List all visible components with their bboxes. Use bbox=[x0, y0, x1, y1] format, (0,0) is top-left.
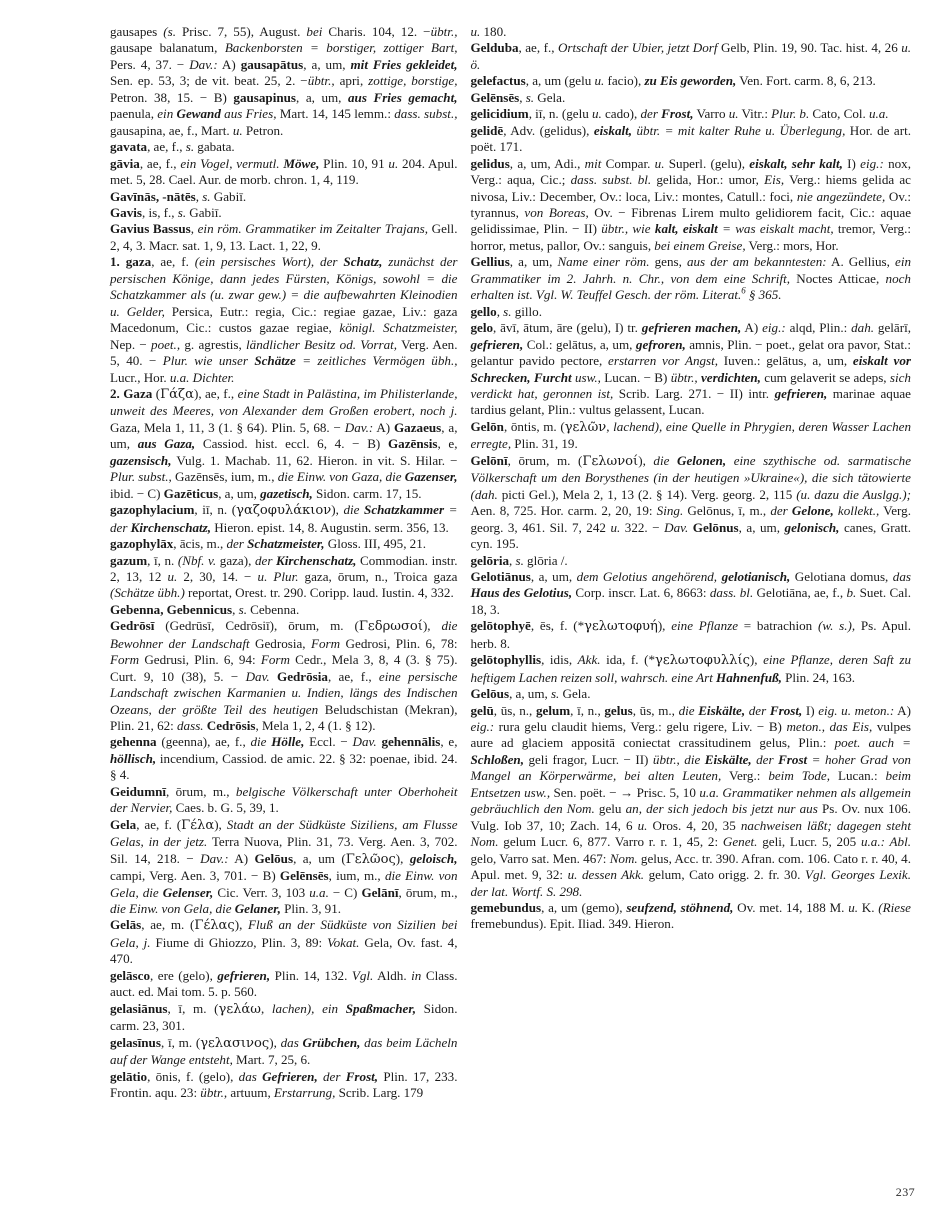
dictionary-entry: Gedrōsī (Gedrūsī, Cedrōsiī), ōrum, m. (Γεδρωσοί), die Bewohner der Landschaft Gedrosia, Form Gedrosi, Plin. 6, 78: Form Gedrusi, Plin. 6, 94: Form Cedr., Mela 3, 8, 4 (3. § 75). Curt. 9, 10 (38), 5. − Dav. Gedrōsia, ae, f., eine persische Landschaft zwischen Karmanien u. Indien, längs des Indischen Ozeans, der größte Teil des heutigen Beludschistan (Mekran), Plin. 21, 62: dass. Cedrōsis, Mela 1, 2, 4 (1. § 12). bbox=[110, 618, 458, 734]
dictionary-entry: gello, s. gillo. bbox=[470, 303, 542, 319]
dictionary-entry: Gebenna, Gebennicus, s. Cebenna. bbox=[110, 601, 300, 617]
dictionary-entry: gelidus, a, um, Adi., mit Compar. u. Superl. (gelu), eiskalt, sehr kalt, I) eig.: nox, Verg.: aqua, Cic.; dass. subst. bl. gelida, Hor.: umor, Eis, Verg.: hiems gelida ac nivosa, Liv.: December, Ov.: loca, Liv.: montes, Catull.: foci, nie angezündete, Ov.: tyrannus, von Boreas, Ov. − Fibrenas Lirem multo gelidiorem facit, Cic.: aquae gelidissimae, Plin. − II) übtr., wie kalt, eiskalt = was eiskalt macht, tremor, Verg.: horror, metus, pallor, Ov.: sanguis, bei einem Greise, Verg.: mors, Hor. bbox=[470, 155, 912, 253]
dictionary-entry: 1. gaza, ae, f. (ein persisches Wort), der Schatz, zunächst der persischen Könige, dann jedes Fürsten, Königs, sowohl = die Schatzkammer als (u. zwar gew.) = die aufbewahrten Kleinodien u. Gelder, Persica, Eutr.: regia, Cic.: regiae gazae, Liv.: gaza Macedonum, Cic.: custos gazae regiae, königl. Schatzmeister, Nep. − poet., g. agrestis, ländlicher Besitz od. Vorrat, Verg. Aen. 5, 40. − Plur. wie unser Schätze = zeitliches Vermögen übh., Lucr., Hor. u.a. Dichter. bbox=[110, 254, 458, 385]
text-column-right bbox=[468, 24, 924, 933]
dictionary-entry: gemebundus, a, um (gemo), seufzend, stöhnend, Ov. met. 14, 188 M. u. K. (Riese fremebundus). Epit. Iliad. 349. Hieron. bbox=[470, 900, 911, 932]
dictionary-entry: Geidumnī, ōrum, m., belgische Völkerschaft unter Oberhoheit der Nervier, Caes. b. G. 5, 39, 1. bbox=[110, 783, 458, 816]
dictionary-entry: gelōtophyllis, idis, Akk. ida, f. (*γελωτοφυλλίς), eine Pflanze, deren Saft zu heftigem Lachen reizen soll, wahrsch. eine Art Hahnenfuß, Plin. 24, 163. bbox=[470, 652, 911, 685]
dictionary-entry: Gelās, ae, m. (Γέλας), Fluß an der Südküste von Sizilien bei Gela, j. Fiume di Ghiozzo, Plin. 3, 89: Vokat. Gela, Ov. fast. 4, 470. bbox=[110, 917, 458, 967]
dictionary-entry: Gelduba, ae, f., Ortschaft der Ubier, jetzt Dorf Gelb, Plin. 19, 90. Tac. hist. 4, 26 u. ö. bbox=[470, 40, 912, 72]
dictionary-entry: gelātio, ōnis, f. (gelo), das Gefrieren, der Frost, Plin. 17, 233. Frontin. aqu. 23: übtr., artuum, Erstarrung, Scrib. Larg. 179 bbox=[110, 1068, 458, 1100]
dictionary-entry: Gavīnās, -nātēs, s. Gabiī. bbox=[110, 188, 247, 204]
page-folio-number: 237 bbox=[895, 1185, 915, 1199]
dictionary-entry: Gelōus, a, um, s. Gela. bbox=[470, 686, 591, 702]
text-column-left bbox=[12, 24, 468, 1101]
dictionary-entry: gehenna (geenna), ae, f., die Hölle, Eccl. − Dav. gehennālis, e, höllisch, incendium, Cassiod. de amic. 22. § 32: poenae, ibid. 24. § 4. bbox=[110, 734, 458, 783]
dictionary-entry: gavata, ae, f., s. gabata. bbox=[110, 139, 235, 155]
dictionary-entry: Gavius Bassus, ein röm. Grammatiker im Zeitalter Trajans, Gell. 2, 4, 3. Macr. sat. 1, 9, 13. Lact. 1, 22, 9. bbox=[110, 221, 458, 253]
dictionary-entry: Gavis, is, f., s. Gabiī. bbox=[110, 204, 222, 220]
dictionary-entry: gelāsco, ere (gelo), gefrieren, Plin. 14, 132. Vgl. Aldh. in Class. auct. ed. Mai tom. 5. p. 560. bbox=[110, 967, 458, 1000]
dictionary-entry: Gellius, a, um, Name einer röm. gens, aus der am bekanntesten: A. Gellius, ein Grammatiker im 2. Jahrh. n. Chr., von dem eine Schrift, Noctes Atticae, noch erhalten ist. Vgl. W. Teuffel Gesch. der röm. Literat.$^6$ § 365. bbox=[470, 254, 912, 303]
dictionary-entry-continuation: u. 180. bbox=[470, 24, 507, 39]
dictionary-entry: gelū, ūs, n., gelum, ī, n., gelus, ūs, m., die Eiskälte, der Frost, I) eig. u. meton.: A) eig.: rura gelu claudit hiems, Verg.: gelu rigere, Liv. − B) meton., das Eis, vulpes aure ad glaciem appositā coniectat crassitudinem gelus, Plin.: poet. auch = Schloßen, geli fragor, Lucr. − II) übtr., die Eiskälte, der Frost = hoher Grad von Mangel an Körperwärme, bei alten Leuten, Verg.: beim Tode, Lucan.: beim Entsetzen usw., Sen. poët. − → Prisc. 5, 10 u.a. Grammatiker nehmen als allgemein gebräuchlich den Nom. gelu an, der sich jedoch bis jetzt nur aus Ps. Ov. nux 106. Vulg. Iob 37, 10; Zach. 14, 6 u. Oros. 4, 20, 35 nachweisen läßt; dagegen steht Nom. gelum Lucr. 6, 877. Varro r. r. 1, 45, 2: Genet. geli, Lucr. 5, 205 u.a.: Abl. gelo, Varro sat. Men. 467: Nom. gelus, Acc. tr. 390. Afran. com. 106. Cato r. r. 40, 4. Apul. met. 9, 32: u. dessen Akk. gelum, Cato origg. 2. fr. 30. Vgl. Georges Lexik. der lat. Wortf. S. 298. bbox=[470, 702, 912, 899]
page-columns bbox=[12, 24, 923, 1101]
dictionary-entry: gelasiānus, ī, m. (γελάω, lachen), ein Spaßmacher, Sidon. carm. 23, 301. bbox=[110, 1000, 458, 1034]
dictionary-entry: 2. Gaza (Γάζα), ae, f., eine Stadt in Palästina, im Philisterlande, unweit des Meeres, von Alexander dem Großen erobert, noch j. Gaza, Mela 1, 11, 3 (1. § 64). Plin. 5, 68. − Dav.: A) Gazaeus, a, um, aus Gaza, Cassiod. hist. eccl. 6, 4. − B) Gazēnsis, e, gazensisch, Vulg. 1. Machab. 11, 62. Hieron. in vit. S. Hilar. − Plur. subst., Gazēnsēs, ium, m., die Einw. von Gaza, die Gazenser, ibid. − C) Gazēticus, a, um, gazetisch, Sidon. carm. 17, 15. bbox=[110, 385, 458, 501]
dictionary-entry: gazum, ī, n. (Nbf. v. gaza), der Kirchenschatz, Commodian. instr. 2, 13, 12 u. 2, 30, 14. − u. Plur. gaza, ōrum, n., Troica gaza (Schätze übh.) reportat, Orest. tr. 290. Coripp. laud. Iustin. 4, 332. bbox=[110, 552, 458, 601]
dictionary-entry: gelōtophyē, ēs, f. (*γελωτοφυή), eine Pflanze = batrachion (w. s.), Ps. Apul. herb. 8. bbox=[470, 618, 911, 651]
dictionary-entry: gelidē, Adv. (gelidus), eiskalt, übtr. = mit kalter Ruhe u. Überlegung, Hor. de art. poët. 171. bbox=[470, 122, 911, 155]
dictionary-entry: gazophylacium, iī, n. (γαζοφυλάκιον), die Schatzkammer = der Kirchenschatz, Hieron. epist. 14, 8. Augustin. serm. 356, 13. bbox=[110, 502, 458, 535]
dictionary-entry: gazophylāx, ācis, m., der Schatzmeister, Gloss. III, 495, 21. bbox=[110, 536, 427, 552]
dictionary-entry-continuation: gausapes (s. Prisc. 7, 55), August. bei Charis. 104, 12. −übtr., gausape balanatum, Backenborsten = borstiger, zottiger Bart, Pers. 4, 37. − Dav.: A) gausapātus, a, um, mit Fries gekleidet, Sen. ep. 53, 3; de vit. beat. 25, 2. −übtr., apri, zottige, borstige, Petron. 38, 15. − B) gausapinus, a, um, aus Fries gemacht, paenula, ein Gewand aus Fries, Mart. 14, 145 lemm.: dass. subst., gausapina, ae, f., Mart. u. Petron. bbox=[110, 24, 458, 138]
dictionary-entry: gelōria, s. glōria /. bbox=[470, 552, 568, 568]
dictionary-entry: gelasīnus, ī, m. (γελασινος), das Grübchen, das beim Lächeln auf der Wange entsteht, Mart. 7, 25, 6. bbox=[110, 1034, 458, 1068]
dictionary-entry: gelicidium, iī, n. (gelu u. cado), der Frost, Varro u. Vitr.: Plur. b. Cato, Col. u.a. bbox=[470, 106, 889, 122]
dictionary-entry: Gelotiānus, a, um, dem Gelotius angehörend, gelotianisch, Gelotiana domus, das Haus des Gelotius, Corp. inscr. Lat. 6, 8663: dass. bl. Gelotiāna, ae, f., b. Suet. Cal. 18, 3. bbox=[470, 568, 911, 617]
dictionary-entry: gāvia, ae, f., ein Vogel, vermutl. Möwe, Plin. 10, 91 u. 204. Apul. met. 5, 28. Cael. Aur. de morb. chron. 1, 4, 119. bbox=[110, 155, 458, 188]
dictionary-entry: Gelōnī, ōrum, m. (Γελωνοί), die Gelonen, eine szythische od. sarmatische Völkerschaft um den Borysthenes (in der heutigen »Ukraine«), die sich tätowierte (dah. picti Gel.), Mela 2, 1, 13 (2. § 14). Verg. georg. 2, 115 (u. dazu die Auslgg.); Aen. 8, 725. Hor. carm. 2, 20, 19: Sing. Gelōnus, ī, m., der Gelone, kollekt., Verg. georg. 3, 461. Sil. 7, 242 u. 322. − Dav. Gelōnus, a, um, gelonisch, canes, Gratt. cyn. 195. bbox=[470, 452, 912, 552]
dictionary-entry: gelefactus, a, um (gelu u. facio), zu Eis geworden, Ven. Fort. carm. 8, 6, 213. bbox=[470, 73, 876, 89]
dictionary-entry: Gela, ae, f. (Γέλα), Stadt an der Südküste Siziliens, am Flusse Gelas, in der jetz. Terra Nuova, Plin. 31, 73. Verg. Aen. 3, 702. Sil. 14, 218. − Dav.: A) Gelōus, a, um (Γελῶος), geloisch, campi, Verg. Aen. 3, 701. − B) Gelēnsēs, ium, m., die Einw. von Gela, die Gelenser, Cic. Verr. 3, 103 u.a. − C) Gelānī, ōrum, m., die Einw. von Gela, die Gelaner, Plin. 3, 91. bbox=[110, 816, 458, 917]
dictionary-entry: Gelēnsēs, s. Gela. bbox=[470, 89, 566, 105]
dictionary-entry: Gelōn, ōntis, m. (γελῶν, lachend), eine Quelle in Phrygien, deren Wasser Lachen erregte, Plin. 31, 19. bbox=[470, 418, 911, 452]
dictionary-entry: gelo, āvī, ātum, āre (gelu), I) tr. gefrieren machen, A) eig.: alqd, Plin.: dah. gelārī, gefrieren, Col.: gelātus, a, um, gefroren, amnis, Plin. − poet., gelat ora pavor, Stat.: gelantur pavido pectore, erstarren vor Angst, Iuven.: gelātus, a, um, eiskalt vor Schrecken, Furcht usw., Lucan. − B) übtr., verdichten, cum gelaverit se adeps, sich verdickt hat, geronnen ist, Scrib. Larg. 271. − II) intr. gefrieren, marinae aquae tardius gelant, Plin.: vultus gelassent, Lucan. bbox=[470, 320, 911, 418]
